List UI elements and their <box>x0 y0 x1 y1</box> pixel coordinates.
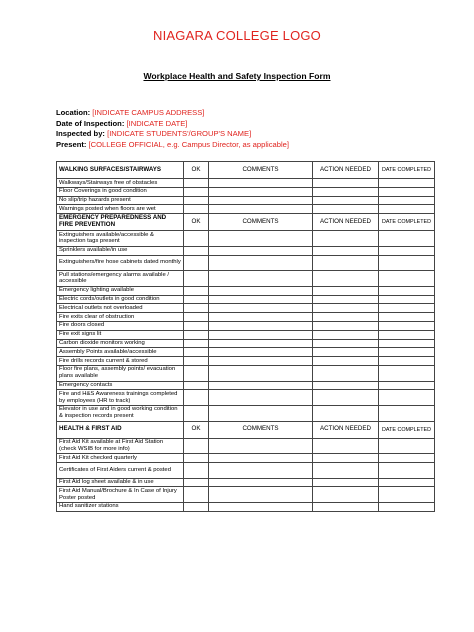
item-label: Walkways/Stairways free of obstacles <box>57 179 184 188</box>
table-row <box>57 286 435 295</box>
date-label: Date of Inspection: <box>56 118 125 128</box>
action-cell[interactable] <box>313 357 379 366</box>
comments-cell[interactable] <box>209 187 313 196</box>
item-label: Electrical outlets not overloaded <box>57 304 184 313</box>
inspected-by-label: Inspected by: <box>56 129 105 139</box>
comments-cell[interactable] <box>209 438 313 454</box>
action-cell[interactable] <box>313 454 379 463</box>
date-cell[interactable] <box>379 187 435 196</box>
comments-cell[interactable] <box>209 478 313 487</box>
date-cell[interactable] <box>379 405 435 421</box>
ok-cell[interactable] <box>184 348 209 357</box>
item-label: Fire drills records current & stored <box>57 357 184 366</box>
action-cell[interactable] <box>313 295 379 304</box>
comments-cell[interactable] <box>209 339 313 348</box>
date-cell[interactable] <box>379 438 435 454</box>
item-label: Floor Coverings in good condition <box>57 187 184 196</box>
inspected-by-line <box>56 129 289 140</box>
ok-cell[interactable] <box>184 179 209 188</box>
action-cell[interactable] <box>313 286 379 295</box>
table-row <box>57 357 435 366</box>
ok-cell[interactable] <box>184 313 209 322</box>
comments-cell[interactable] <box>209 487 313 503</box>
table-row <box>57 295 435 304</box>
ok-cell[interactable] <box>184 454 209 463</box>
date-completed-header: DATE COMPLETED <box>379 162 435 179</box>
inspection-table <box>56 161 434 512</box>
ok-cell[interactable] <box>184 487 209 503</box>
ok-cell[interactable] <box>184 438 209 454</box>
action-cell[interactable] <box>313 478 379 487</box>
present-label: Present: <box>56 139 87 149</box>
table-row <box>57 231 435 247</box>
ok-cell[interactable] <box>184 205 209 214</box>
action-cell[interactable] <box>313 313 379 322</box>
ok-cell[interactable] <box>184 196 209 205</box>
comments-cell[interactable] <box>209 196 313 205</box>
action-cell[interactable] <box>313 390 379 406</box>
ok-cell[interactable] <box>184 321 209 330</box>
section-title: EMERGENCY PREPAREDNESS AND FIRE PREVENTION <box>57 214 184 231</box>
table-row <box>57 205 435 214</box>
ok-cell[interactable] <box>184 231 209 247</box>
item-label: Sprinklers available/in use <box>57 246 184 255</box>
date-cell[interactable] <box>379 357 435 366</box>
action-cell[interactable] <box>313 231 379 247</box>
action-cell[interactable] <box>313 304 379 313</box>
action-cell[interactable] <box>313 462 379 478</box>
comments-header: COMMENTS <box>209 214 313 231</box>
item-label: Floor fire plans, assembly points/ evacuation plans available <box>57 365 184 381</box>
item-label: First Aid Kit available at First Aid Station (check WSIB for more info) <box>57 438 184 454</box>
item-label: First Aid Kit checked quarterly <box>57 454 184 463</box>
item-label: Emergency contacts <box>57 381 184 390</box>
ok-cell[interactable] <box>184 271 209 287</box>
section-title: WALKING SURFACES/STAIRWAYS <box>57 162 184 179</box>
table-row <box>57 381 435 390</box>
ok-cell[interactable] <box>184 330 209 339</box>
comments-cell[interactable] <box>209 179 313 188</box>
date-cell[interactable] <box>379 231 435 247</box>
ok-cell[interactable] <box>184 187 209 196</box>
ok-cell[interactable] <box>184 286 209 295</box>
present-value: [COLLEGE OFFICIAL, e.g. Campus Director, as applicable] <box>88 139 289 149</box>
date-cell[interactable] <box>379 365 435 381</box>
ok-cell[interactable] <box>184 255 209 271</box>
location-value: [INDICATE CAMPUS ADDRESS] <box>92 108 205 117</box>
comments-header: COMMENTS <box>209 421 313 438</box>
item-label: Certificates of First Aiders current & posted <box>57 462 184 478</box>
location-line <box>56 108 289 119</box>
date-cell[interactable] <box>379 390 435 406</box>
ok-cell[interactable] <box>184 365 209 381</box>
comments-cell[interactable] <box>209 295 313 304</box>
comments-cell[interactable] <box>209 271 313 287</box>
date-completed-header: DATE COMPLETED <box>379 421 435 438</box>
item-label: No slip/trip hazards present <box>57 196 184 205</box>
inspected-by-value: [INDICATE STUDENTS'/GROUP'S NAME] <box>107 129 252 139</box>
comments-cell[interactable] <box>209 454 313 463</box>
table-row <box>57 339 435 348</box>
inspection-details <box>56 108 289 150</box>
table-row <box>57 304 435 313</box>
date-cell[interactable] <box>379 286 435 295</box>
form-title: Workplace Health and Safety Inspection Form <box>143 71 331 81</box>
date-cell[interactable] <box>379 330 435 339</box>
action-cell[interactable] <box>313 187 379 196</box>
date-cell[interactable] <box>379 313 435 322</box>
table-row <box>57 487 435 503</box>
ok-cell[interactable] <box>184 462 209 478</box>
date-completed-header: DATE COMPLETED <box>379 214 435 231</box>
table-row <box>57 313 435 322</box>
action-cell[interactable] <box>313 321 379 330</box>
item-label: Emergency lighting available <box>57 286 184 295</box>
date-cell[interactable] <box>379 321 435 330</box>
action-cell[interactable] <box>313 405 379 421</box>
action-cell[interactable] <box>313 196 379 205</box>
ok-cell[interactable] <box>184 478 209 487</box>
date-cell[interactable] <box>379 205 435 214</box>
section-header-emergency <box>57 214 435 231</box>
table-row <box>57 438 435 454</box>
item-label: Fire exit signs lit <box>57 330 184 339</box>
location-label: Location: <box>56 108 91 117</box>
date-cell[interactable] <box>379 348 435 357</box>
date-cell[interactable] <box>379 304 435 313</box>
table-row <box>57 462 435 478</box>
ok-cell[interactable] <box>184 339 209 348</box>
ok-cell[interactable] <box>184 390 209 406</box>
college-logo-placeholder: NIAGARA COLLEGE LOGO <box>153 28 321 43</box>
table-row <box>57 330 435 339</box>
table-row <box>57 271 435 287</box>
comments-cell[interactable] <box>209 286 313 295</box>
date-value: [INDICATE DATE] <box>126 118 188 128</box>
table-row <box>57 502 435 511</box>
action-header: ACTION NEEDED <box>313 162 379 179</box>
item-label: Pull stations/emergency alarms available / accessible <box>57 271 184 287</box>
comments-cell[interactable] <box>209 304 313 313</box>
date-line <box>56 119 289 130</box>
ok-header: OK <box>184 421 209 438</box>
table-row <box>57 321 435 330</box>
comments-cell[interactable] <box>209 330 313 339</box>
action-cell[interactable] <box>313 330 379 339</box>
comments-cell[interactable] <box>209 348 313 357</box>
table-row <box>57 246 435 255</box>
ok-cell[interactable] <box>184 502 209 511</box>
action-header: ACTION NEEDED <box>313 214 379 231</box>
section-title: HEALTH & FIRST AID <box>57 421 184 438</box>
table-row <box>57 348 435 357</box>
date-cell[interactable] <box>379 381 435 390</box>
ok-cell[interactable] <box>184 405 209 421</box>
ok-cell[interactable] <box>184 381 209 390</box>
ok-header: OK <box>184 214 209 231</box>
action-cell[interactable] <box>313 438 379 454</box>
action-cell[interactable] <box>313 271 379 287</box>
comments-header: COMMENTS <box>209 162 313 179</box>
action-cell[interactable] <box>313 348 379 357</box>
section-header-walking <box>57 162 435 179</box>
date-cell[interactable] <box>379 271 435 287</box>
table-row <box>57 405 435 421</box>
action-header: ACTION NEEDED <box>313 421 379 438</box>
action-cell[interactable] <box>313 179 379 188</box>
item-label: Carbon dioxide monitors working <box>57 339 184 348</box>
comments-cell[interactable] <box>209 365 313 381</box>
table-row <box>57 196 435 205</box>
item-label: Fire doors closed <box>57 321 184 330</box>
comments-cell[interactable] <box>209 231 313 247</box>
ok-cell[interactable] <box>184 246 209 255</box>
item-label: Fire exits clear of obstruction <box>57 313 184 322</box>
table-row <box>57 179 435 188</box>
table-row <box>57 454 435 463</box>
present-line <box>56 140 289 151</box>
ok-header: OK <box>184 162 209 179</box>
item-label: Warnings posted when floors are wet <box>57 205 184 214</box>
table-row <box>57 255 435 271</box>
table-row <box>57 187 435 196</box>
action-cell[interactable] <box>313 255 379 271</box>
action-cell[interactable] <box>313 365 379 381</box>
item-label: First Aid log sheet available & in use <box>57 478 184 487</box>
action-cell[interactable] <box>313 205 379 214</box>
date-cell[interactable] <box>379 462 435 478</box>
date-cell[interactable] <box>379 295 435 304</box>
comments-cell[interactable] <box>209 462 313 478</box>
comments-cell[interactable] <box>209 246 313 255</box>
action-cell[interactable] <box>313 381 379 390</box>
date-cell[interactable] <box>379 454 435 463</box>
item-label: Fire and H&S Awareness trainings completed by employees (HR to track) <box>57 390 184 406</box>
comments-cell[interactable] <box>209 255 313 271</box>
ok-cell[interactable] <box>184 295 209 304</box>
item-label: First Aid Manual/Brochure & In Case of Injury Poster posted <box>57 487 184 503</box>
item-label: Hand sanitizer stations <box>57 502 184 511</box>
date-cell[interactable] <box>379 255 435 271</box>
section-header-first-aid <box>57 421 435 438</box>
date-cell[interactable] <box>379 487 435 503</box>
date-cell[interactable] <box>379 246 435 255</box>
action-cell[interactable] <box>313 246 379 255</box>
comments-cell[interactable] <box>209 357 313 366</box>
date-cell[interactable] <box>379 478 435 487</box>
item-label: Electric cords/outlets in good condition <box>57 295 184 304</box>
item-label: Elevator in use and in good working condition & inspection records present <box>57 405 184 421</box>
comments-cell[interactable] <box>209 205 313 214</box>
action-cell[interactable] <box>313 487 379 503</box>
comments-cell[interactable] <box>209 321 313 330</box>
comments-cell[interactable] <box>209 313 313 322</box>
action-cell[interactable] <box>313 339 379 348</box>
action-cell[interactable] <box>313 502 379 511</box>
date-cell[interactable] <box>379 502 435 511</box>
item-label: Assembly Points available/accessible <box>57 348 184 357</box>
table-row <box>57 365 435 381</box>
table-row <box>57 478 435 487</box>
date-cell[interactable] <box>379 339 435 348</box>
comments-cell[interactable] <box>209 502 313 511</box>
ok-cell[interactable] <box>184 304 209 313</box>
table-row <box>57 390 435 406</box>
comments-cell[interactable] <box>209 381 313 390</box>
date-cell[interactable] <box>379 179 435 188</box>
item-label: Extinguishers/fire hose cabinets dated monthly <box>57 255 184 271</box>
comments-cell[interactable] <box>209 405 313 421</box>
ok-cell[interactable] <box>184 357 209 366</box>
date-cell[interactable] <box>379 196 435 205</box>
comments-cell[interactable] <box>209 390 313 406</box>
item-label: Extinguishers available/accessible & inspection tags present <box>57 231 184 247</box>
